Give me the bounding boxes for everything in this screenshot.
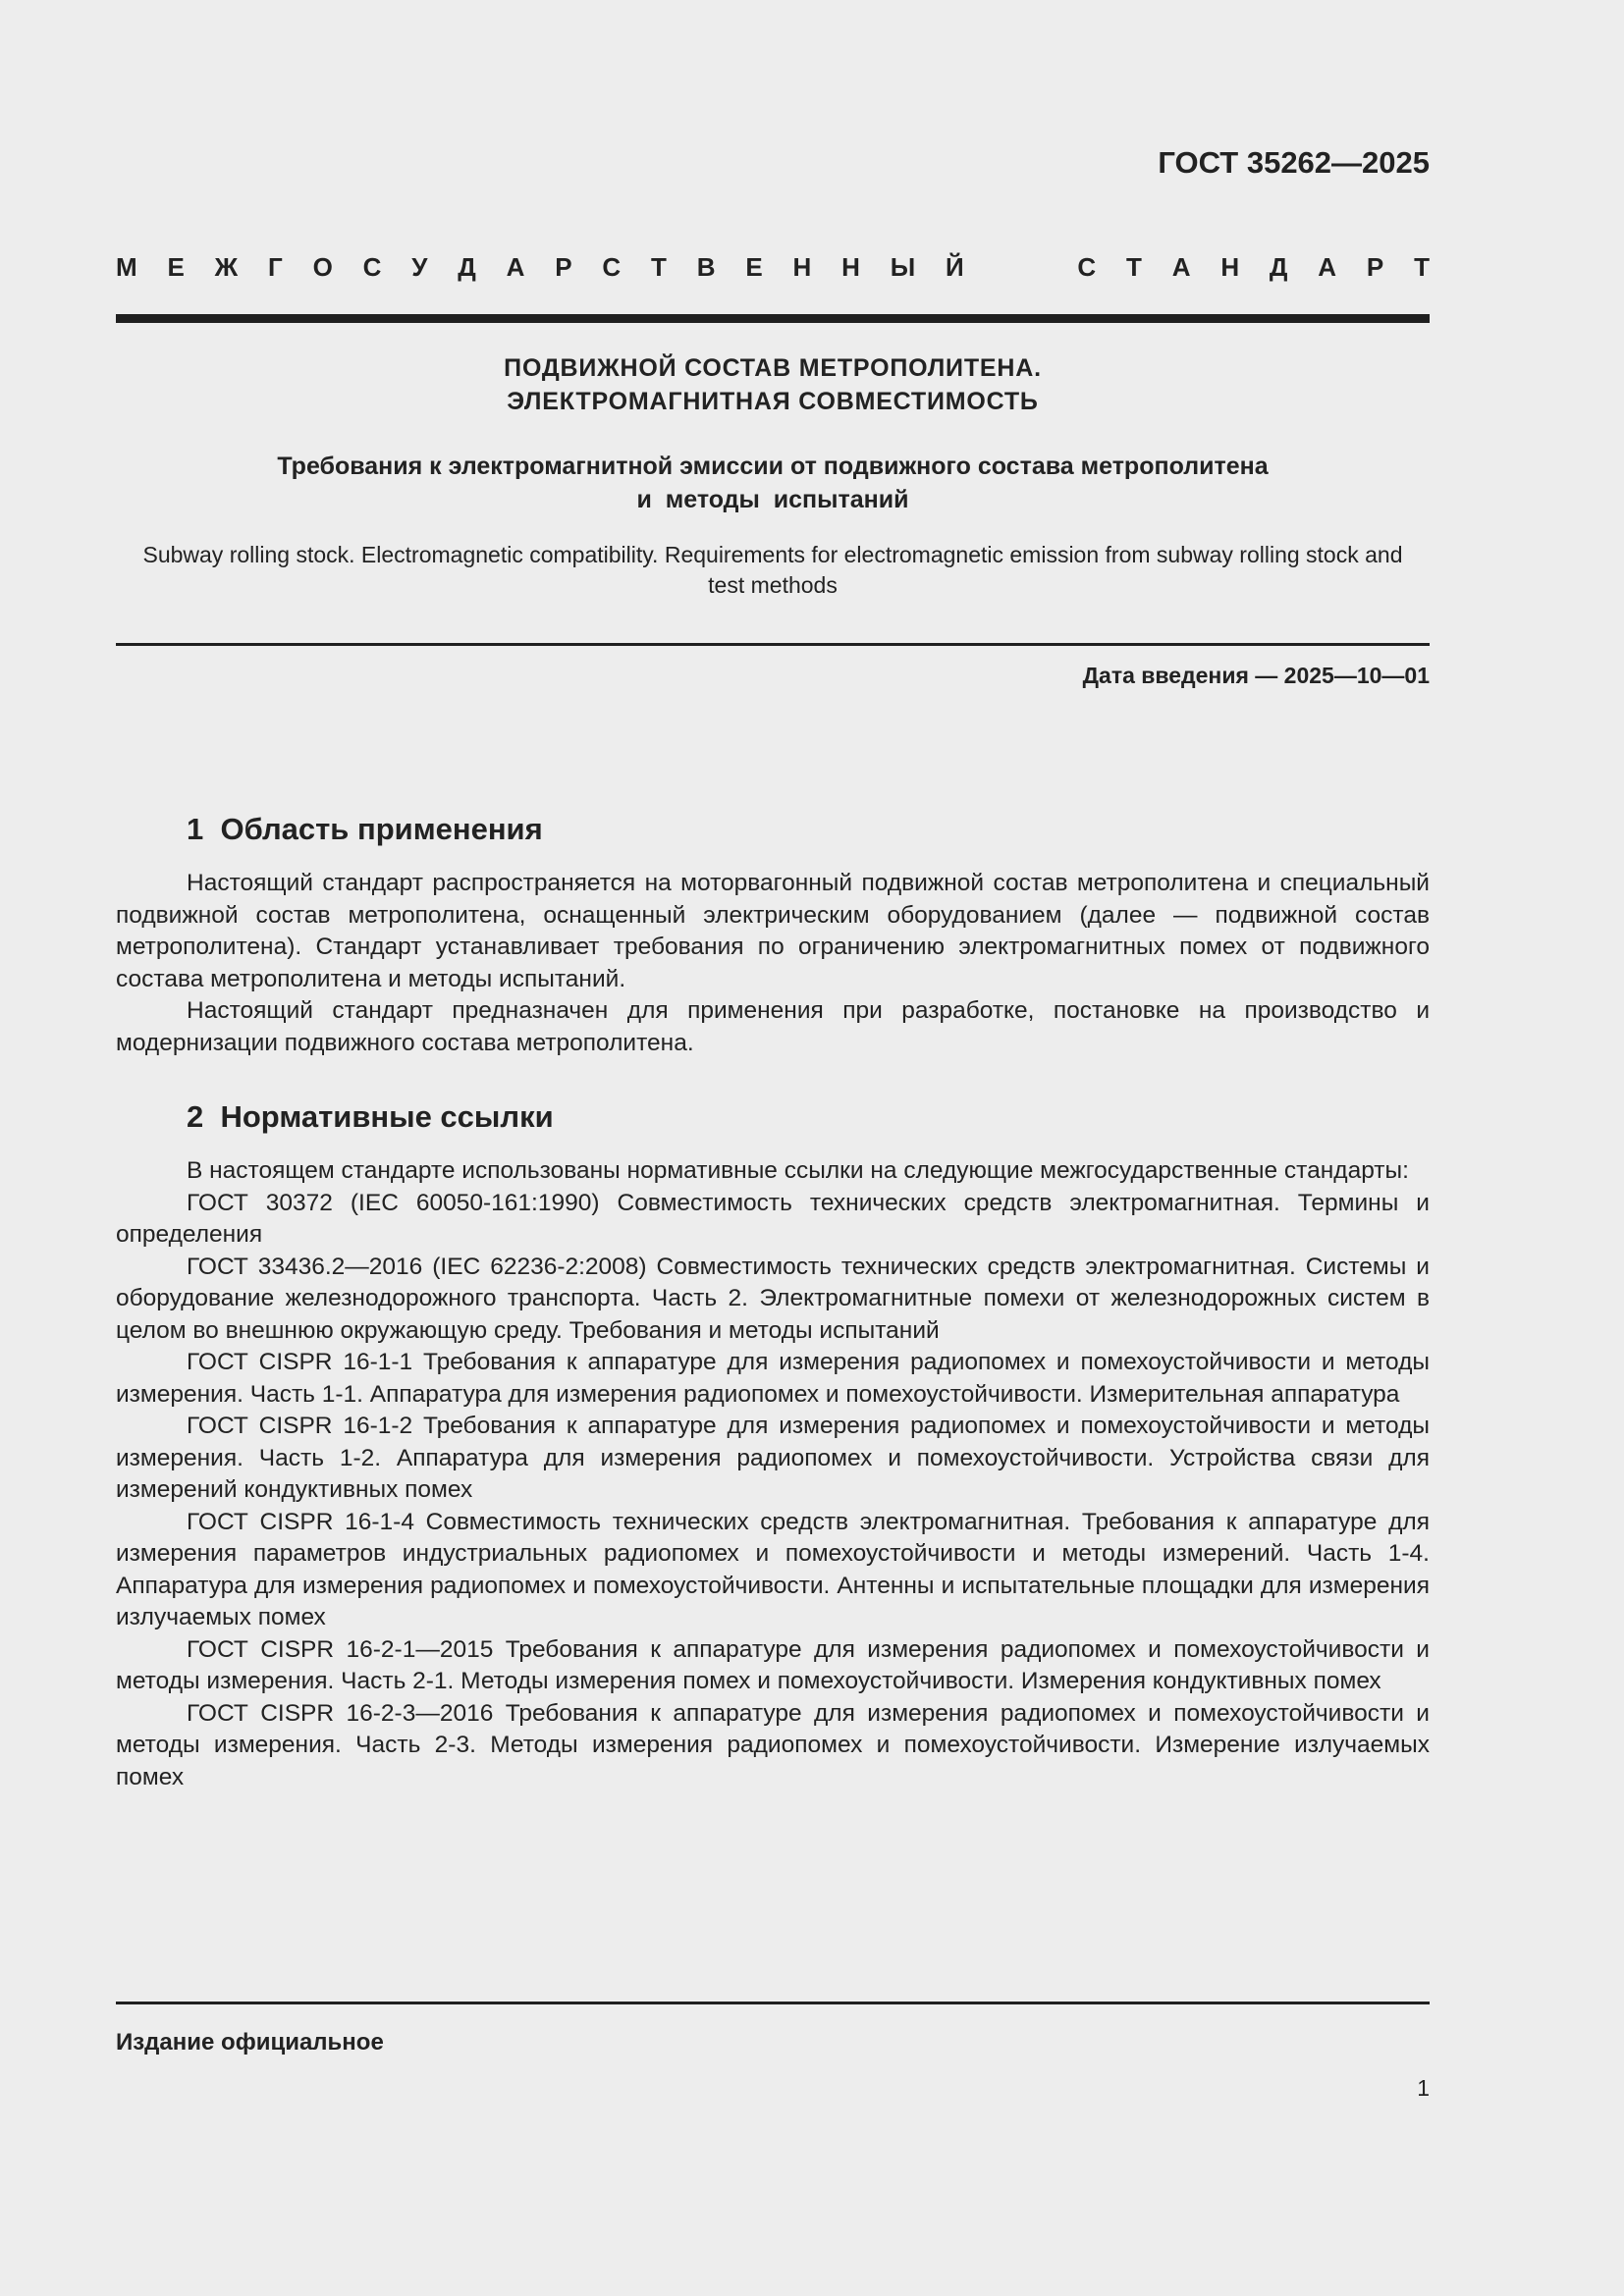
- normative-reference: ГОСТ CISPR 16-1-4 Совместимость технических средств электромагнитная. Требования к аппаратуре для измерения параметров индустриальных радиопомех и помехоустойчивости и методы измерений. Часть 1-4. Аппаратура для измерения радиопомех и помехоустойчивости. Антенны и испытательные площадки для измерения излучаемых помех: [116, 1508, 1430, 1630]
- standard-type-letter: Р: [555, 252, 572, 282]
- footer-rule: [116, 2002, 1430, 2004]
- standard-type-letter: С: [1077, 252, 1097, 282]
- introduction-date: Дата введения — 2025—10—01: [1082, 663, 1430, 688]
- main-title-line-1: ПОДВИЖНОЙ СОСТАВ МЕТРОПОЛИТЕНА.: [504, 354, 1042, 382]
- main-title-line-2: ЭЛЕКТРОМАГНИТНАЯ СОВМЕСТИМОСТЬ: [507, 388, 1039, 415]
- standard-type-letter: Т: [1414, 252, 1430, 282]
- standard-type-letter: В: [696, 252, 716, 282]
- standard-type-letter: Ы: [890, 252, 916, 282]
- standard-type-letter: С: [602, 252, 622, 282]
- standard-type-letter: М: [116, 252, 137, 282]
- page-number: 1: [1417, 2075, 1430, 2101]
- standard-type-letter: Т: [651, 252, 667, 282]
- standard-type-letter: Р: [1366, 252, 1384, 282]
- normative-reference: ГОСТ CISPR 16-1-2 Требования к аппаратуре для измерения радиопомех и помехоустойчивости и методы измерения. Часть 1-2. Аппаратура для измерения радиопомех и помехоустойчивости. Устройства связи для измерений кондуктивных помех: [116, 1413, 1430, 1503]
- sub-title-line-2: и методы испытаний: [636, 486, 909, 513]
- standard-type-letter: С: [362, 252, 382, 282]
- document-body: [116, 805, 1430, 1793]
- normative-reference: ГОСТ 33436.2—2016 (IEC 62236-2:2008) Совместимость технических средств электромагнитная. Системы и оборудование железнодорожного транспорта. Часть 2. Электромагнитные помехи от железнодорожных систем в целом во внешнюю окружающую среду. Требования и методы испытаний: [116, 1253, 1430, 1344]
- title-rule: [116, 643, 1430, 646]
- header-rule: [116, 314, 1430, 323]
- sub-title-line-1: Требования к электромагнитной эмиссии от подвижного состава метрополитена: [277, 453, 1269, 480]
- section-1-heading: 1 Область применения: [187, 812, 543, 846]
- normative-reference: ГОСТ CISPR 16-1-1 Требования к аппаратуре для измерения радиопомех и помехоустойчивости и методы измерения. Часть 1-1. Аппаратура для измерения радиопомех и помехоустойчивости. Измерительная аппаратура: [116, 1349, 1430, 1408]
- title-block: [116, 351, 1430, 601]
- standard-type-letter: А: [1171, 252, 1191, 282]
- standard-type-letter: Т: [1125, 252, 1142, 282]
- standard-type-letter: Г: [268, 252, 283, 282]
- section-2-paragraph: В настоящем стандарте использованы нормативные ссылки на следующие межгосударственные стандарты:: [187, 1157, 1409, 1184]
- section-1-paragraph: Настоящий стандарт распространяется на моторвагонный подвижной состав метрополитена и специальный подвижной состав метрополитена, оснащенный электрическим оборудованием (далее — подвижной состав метрополитена). Стандарт устанавливает требования по ограничению электромагнитных помех от подвижного состава метрополитена и методы испытаний.: [116, 870, 1430, 992]
- official-edition-label: Издание официальное: [116, 2029, 384, 2056]
- standard-type-letter: О: [312, 252, 333, 282]
- normative-reference: ГОСТ CISPR 16-2-1—2015 Требования к аппаратуре для измерения радиопомех и помехоустойчивости и методы измерения. Часть 2-1. Методы измерения помех и помехоустойчивости. Измерения кондуктивных помех: [116, 1635, 1430, 1694]
- standard-type-letter: Ж: [214, 252, 239, 282]
- normative-reference: ГОСТ CISPR 16-2-3—2016 Требования к аппаратуре для измерения радиопомех и помехоустойчивости и методы измерения. Часть 2-3. Методы измерения радиопомех и помехоустойчивости. Измерение излучаемых помех: [116, 1699, 1430, 1790]
- standard-type-letter: Н: [1220, 252, 1240, 282]
- standard-type-letter: А: [1318, 252, 1337, 282]
- main-title: [116, 351, 1430, 418]
- standard-type-letter: Е: [745, 252, 763, 282]
- standard-designation: ГОСТ 35262—2025: [1158, 145, 1430, 180]
- standard-type-line: [116, 252, 1430, 283]
- standard-type-letter: Д: [1269, 252, 1288, 282]
- standard-type-letter: Й: [946, 252, 964, 282]
- section-2-heading: 2 Нормативные ссылки: [187, 1099, 554, 1134]
- standard-type-letter: А: [506, 252, 525, 282]
- standard-type-letter: Д: [458, 252, 476, 282]
- section-1-paragraph: Настоящий стандарт предназначен для применения при разработке, постановке на производство и модернизации подвижного состава метрополитена.: [116, 997, 1430, 1056]
- standard-type-letter: Н: [792, 252, 812, 282]
- standard-type-letter: Е: [167, 252, 185, 282]
- english-title: Subway rolling stock. Electromagnetic compatibility. Requirements for electromagnetic emission from subway rolling stock and test methods: [142, 542, 1403, 598]
- word-gap: [995, 252, 1048, 283]
- standard-type-letter: Н: [841, 252, 860, 282]
- standard-type-letter: У: [411, 252, 428, 282]
- sub-title: [116, 450, 1430, 516]
- normative-reference: ГОСТ 30372 (IEC 60050-161:1990) Совместимость технических средств электромагнитная. Термины и определения: [116, 1189, 1430, 1248]
